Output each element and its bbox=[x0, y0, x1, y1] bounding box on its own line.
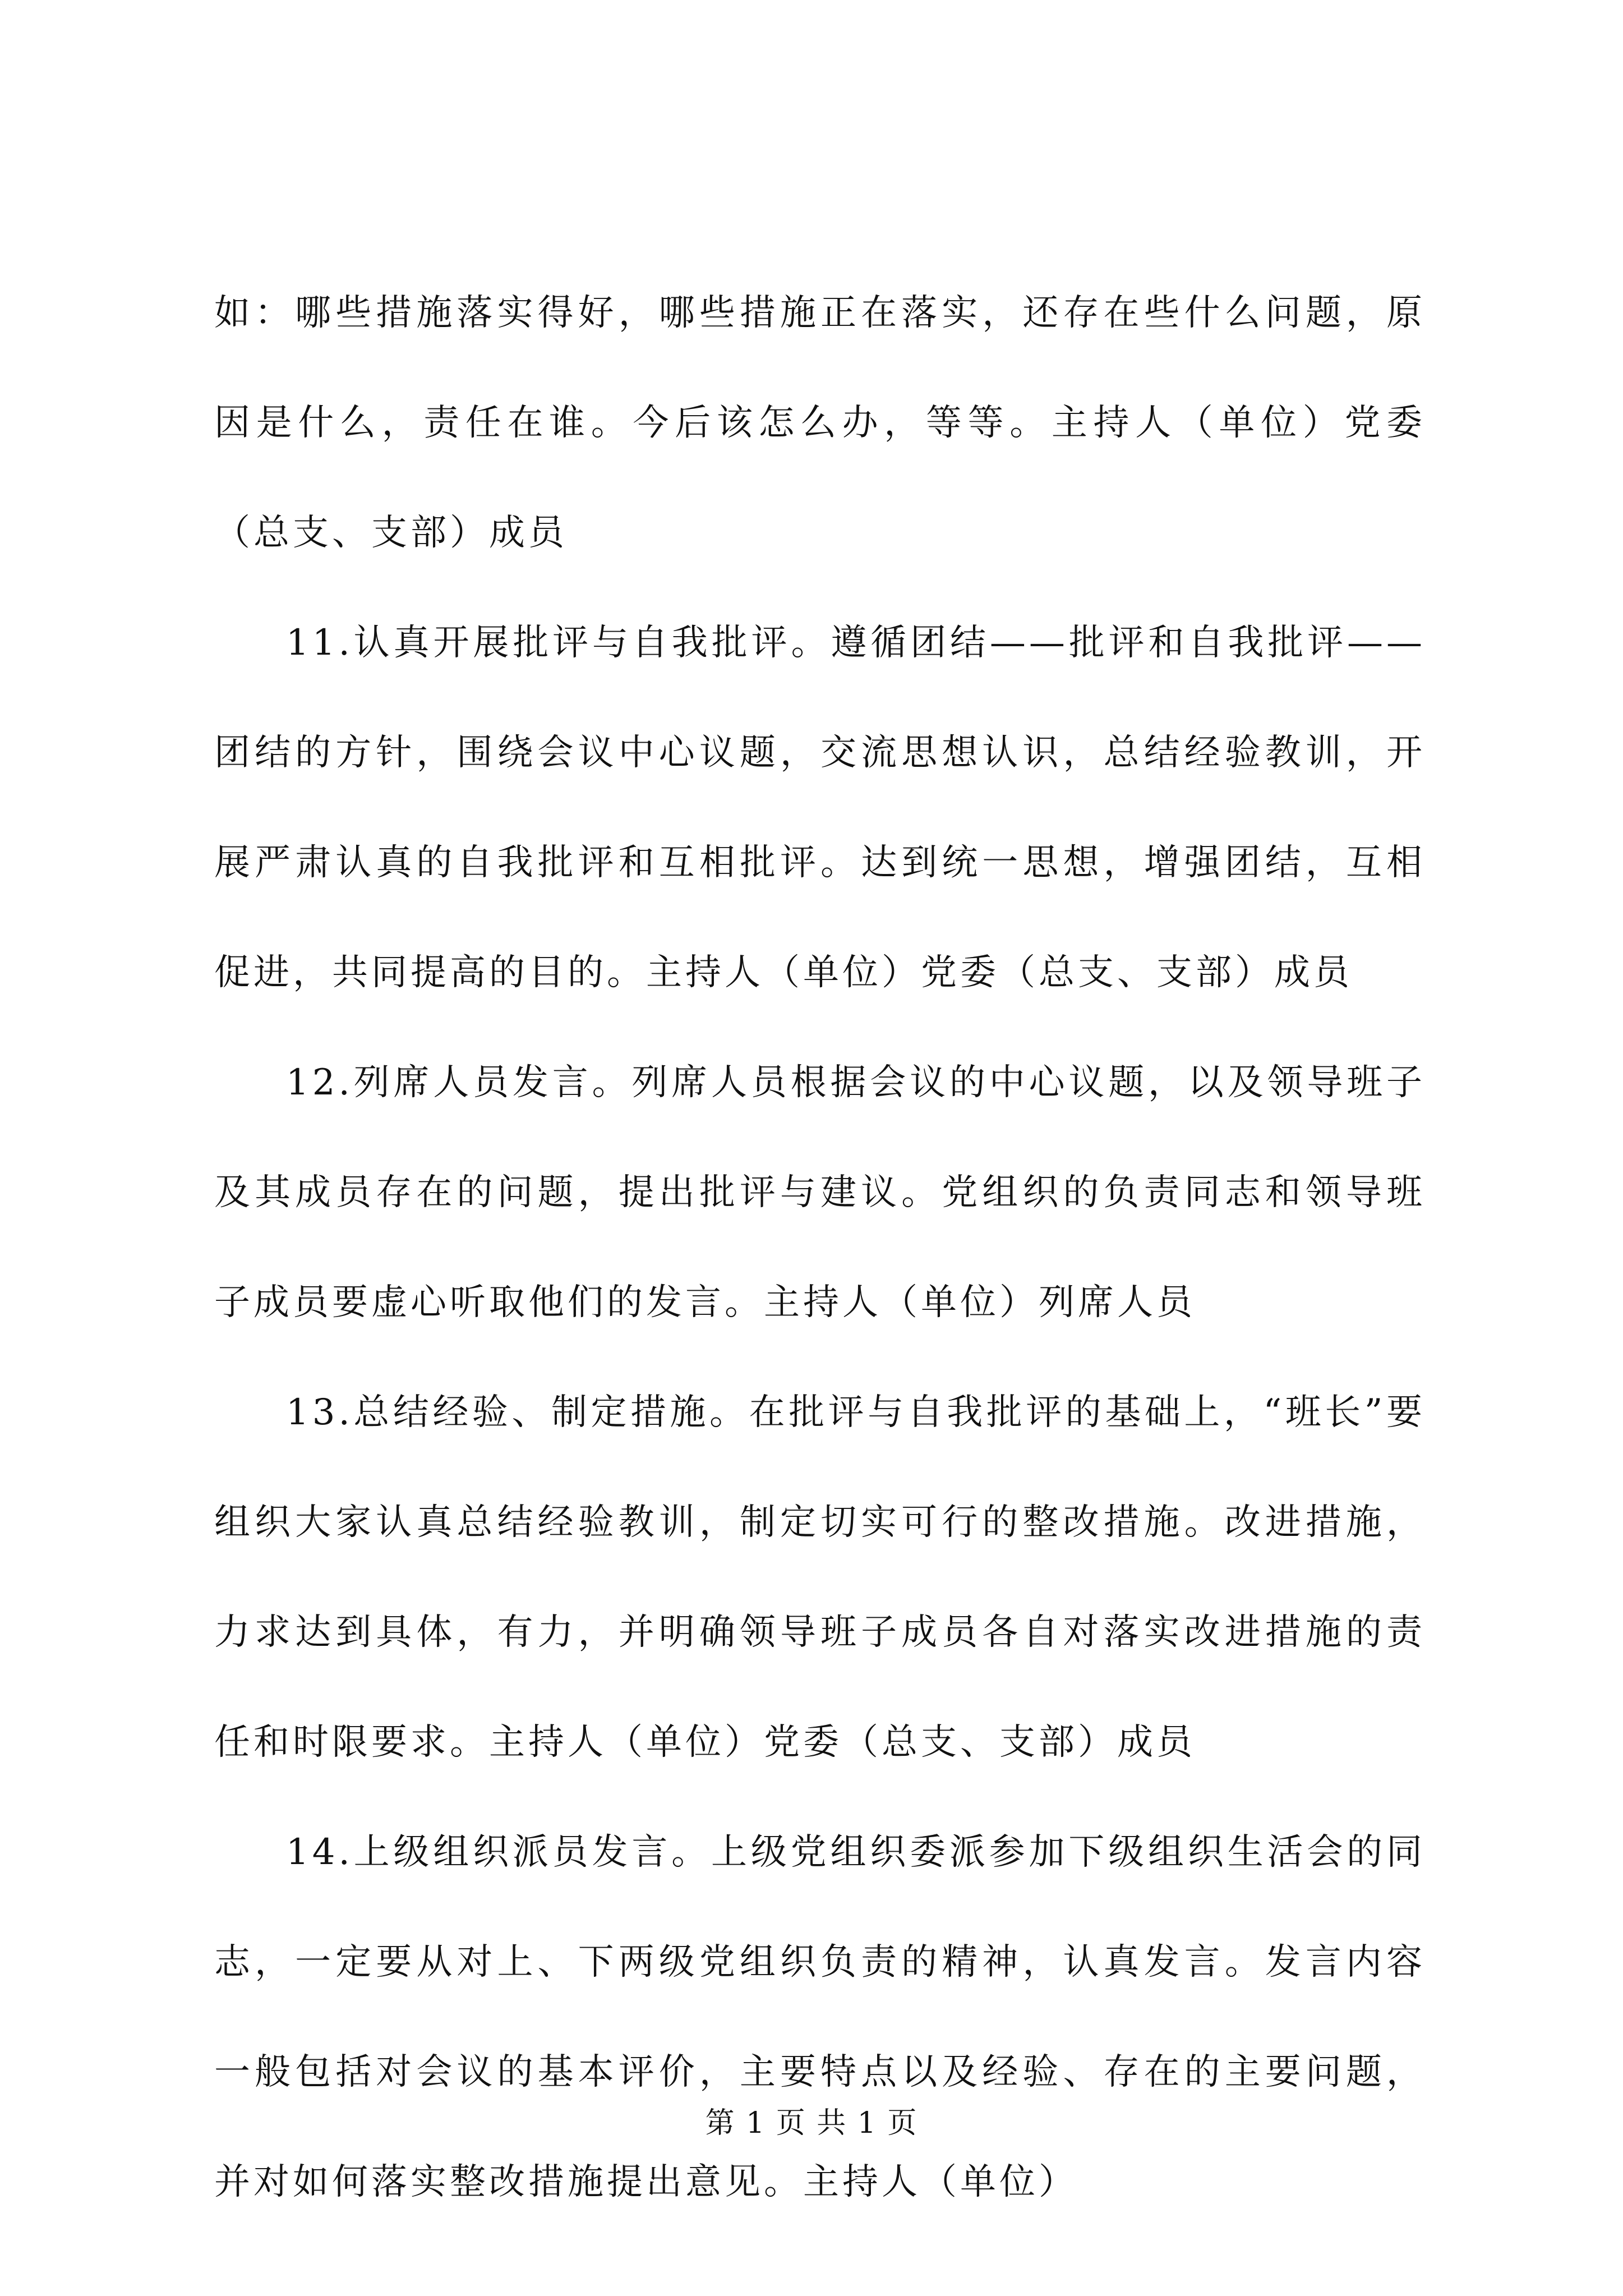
paragraph-item-11: 11.认真开展批评与自我批评。遵循团结——批评和自我批评——团结的方针，围绕会议中心议题，交流思想认识，总结经验教训，开展严肃认真的自我批评和互相批评。达到统一思想，增强团结，互相促进，共同提高的目的。主持人（单位）党委（总支、支部）成员 bbox=[214, 622, 1426, 993]
paragraph-continuation: 如：哪些措施落实得好，哪些措施正在落实，还存在些什么问题，原因是什么，责任在谁。今后该怎么办，等等。主持人（单位）党委（总支、支部）成员 bbox=[214, 292, 1426, 554]
paragraph-item-13: 13.总结经验、制定措施。在批评与自我批评的基础上，“班长”要组织大家认真总结经验教训，制定切实可行的整改措施。改进措施，力求达到具体，有力，并明确领导班子成员各自对落实改进措施的责任和时限要求。主持人（单位）党委（总支、支部）成员 bbox=[214, 1392, 1426, 1763]
page-footer: 第 1 页 共 1 页 bbox=[705, 2106, 918, 2140]
paragraph-item-14: 14.上级组织派员发言。上级党组织委派参加下级组织生活会的同志，一定要从对上、下两级党组织负责的精神，认真发言。发言内容一般包括对会议的基本评价，主要特点以及经验、存在的主要问题，并对如何落实整改措施提出意见。主持人（单位） bbox=[214, 1832, 1426, 2203]
document-body bbox=[214, 258, 1426, 2237]
paragraph-item-12: 12.列席人员发言。列席人员根据会议的中心议题，以及领导班子及其成员存在的问题，提出批评与建议。党组织的负责同志和领导班子成员要虚心听取他们的发言。主持人（单位）列席人员 bbox=[214, 1062, 1426, 1323]
